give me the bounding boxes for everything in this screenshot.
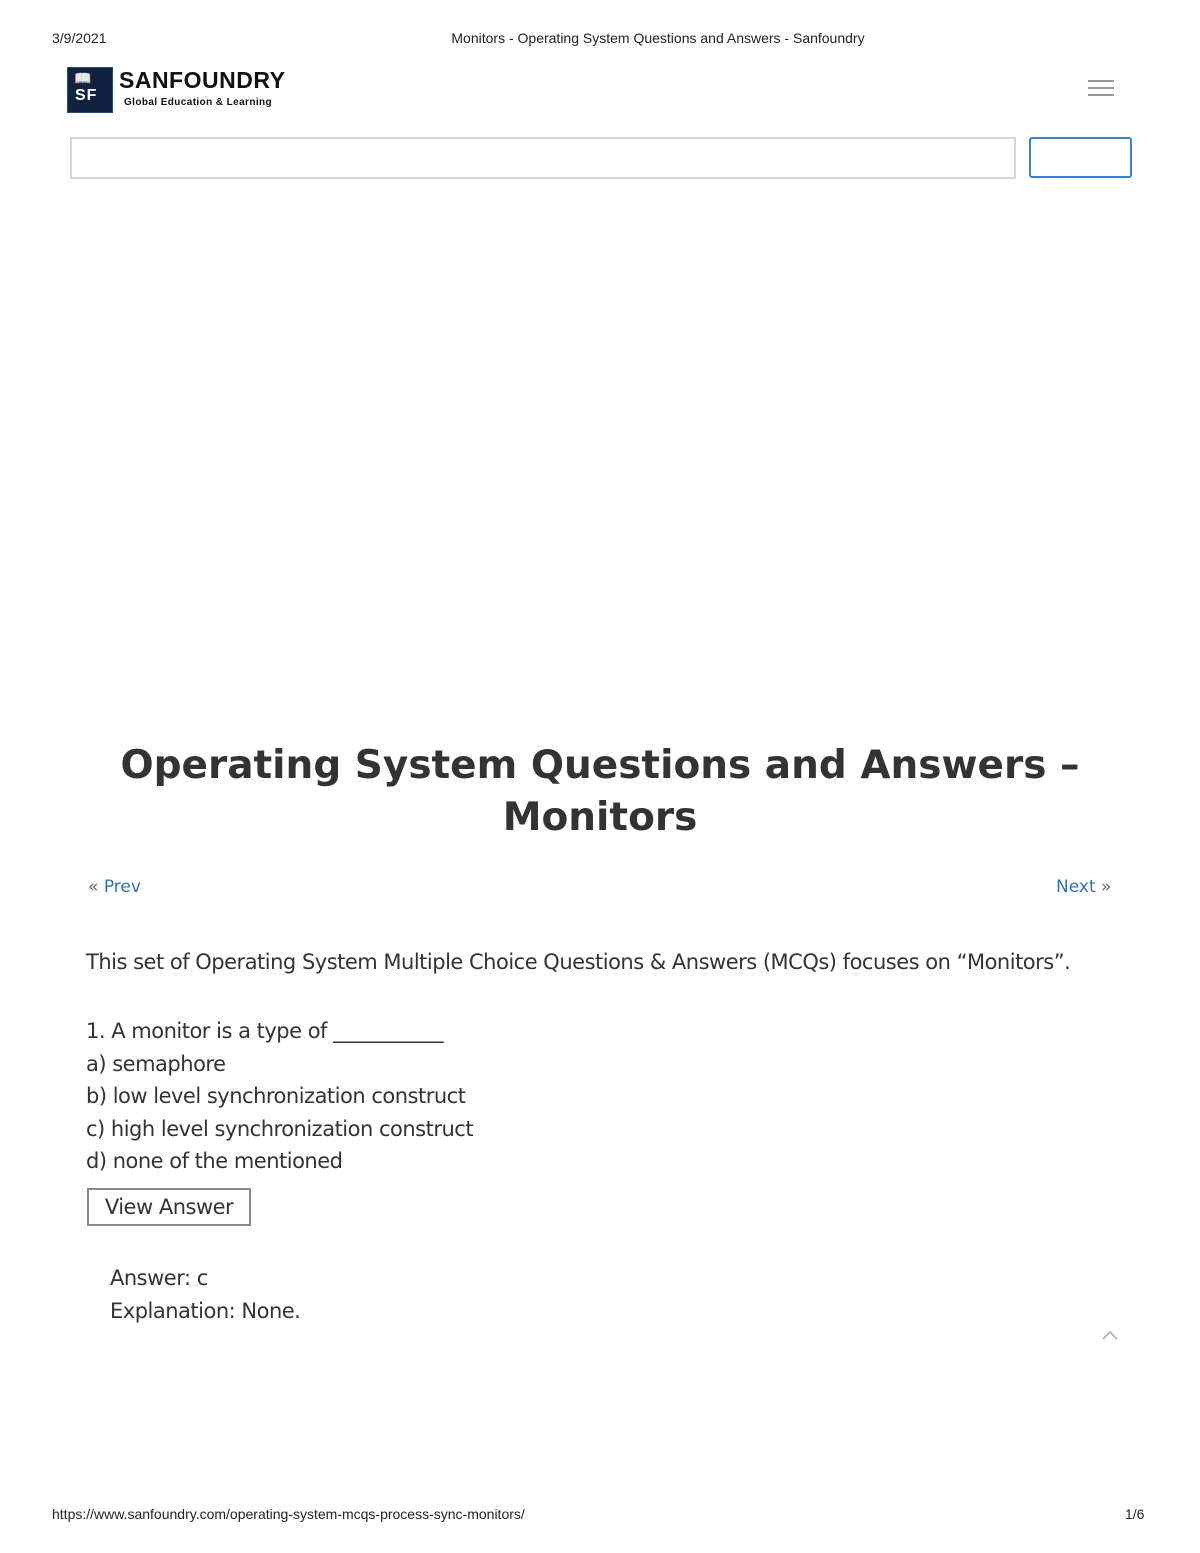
print-date: 3/9/2021 <box>52 30 107 46</box>
answer-text: Answer: c <box>110 1266 208 1290</box>
site-logo[interactable] <box>67 67 312 113</box>
question-1 <box>86 1015 473 1178</box>
search-input[interactable] <box>70 137 1016 179</box>
menu-line <box>1088 87 1114 89</box>
question-text: A monitor is a type of ___________ <box>111 1019 444 1043</box>
print-header <box>0 30 1200 50</box>
print-url: https://www.sanfoundry.com/operating-system-mcqs-process-sync-monitors/ <box>52 1506 525 1522</box>
logo-badge-text: SF <box>75 87 98 104</box>
option-b: b) low level synchronization construct <box>86 1084 466 1108</box>
search-button[interactable] <box>1029 137 1132 178</box>
question-stem <box>86 1015 473 1048</box>
print-page-number: 1/6 <box>1125 1506 1145 1522</box>
print-page-title: Monitors - Operating System Questions and Answers - Sanfoundry <box>451 30 865 46</box>
question-number: 1. <box>86 1019 106 1043</box>
prev-label: Prev <box>103 877 141 897</box>
prev-link[interactable] <box>88 877 141 897</box>
logo-badge-icon <box>67 67 113 113</box>
menu-line <box>1088 80 1114 82</box>
menu-line <box>1088 94 1114 96</box>
next-label: Next <box>1056 877 1096 897</box>
scroll-to-top-icon[interactable] <box>1100 1328 1120 1342</box>
book-icon: 📖 <box>74 71 92 87</box>
intro-text: This set of Operating System Multiple Choice Questions & Answers (MCQs) focuses on “Monitors”. <box>86 950 1071 974</box>
option-a: a) semaphore <box>86 1051 226 1076</box>
next-arrow: » <box>1101 877 1112 897</box>
explanation-text: Explanation: None. <box>110 1298 301 1323</box>
option-c: c) high level synchronization construct <box>86 1116 474 1141</box>
hamburger-menu-icon[interactable] <box>1088 80 1114 100</box>
logo-name: SANFOUNDRY <box>119 67 286 93</box>
prev-arrow: « <box>88 877 99 897</box>
answer-block <box>110 1262 300 1327</box>
next-link[interactable] <box>1056 877 1111 897</box>
view-answer-button[interactable]: View Answer <box>87 1188 251 1226</box>
logo-tagline: Global Education & Learning <box>124 97 273 108</box>
page-title: Operating System Questions and Answers – Monitors <box>120 743 1080 840</box>
option-d: d) none of the mentioned <box>86 1149 343 1173</box>
